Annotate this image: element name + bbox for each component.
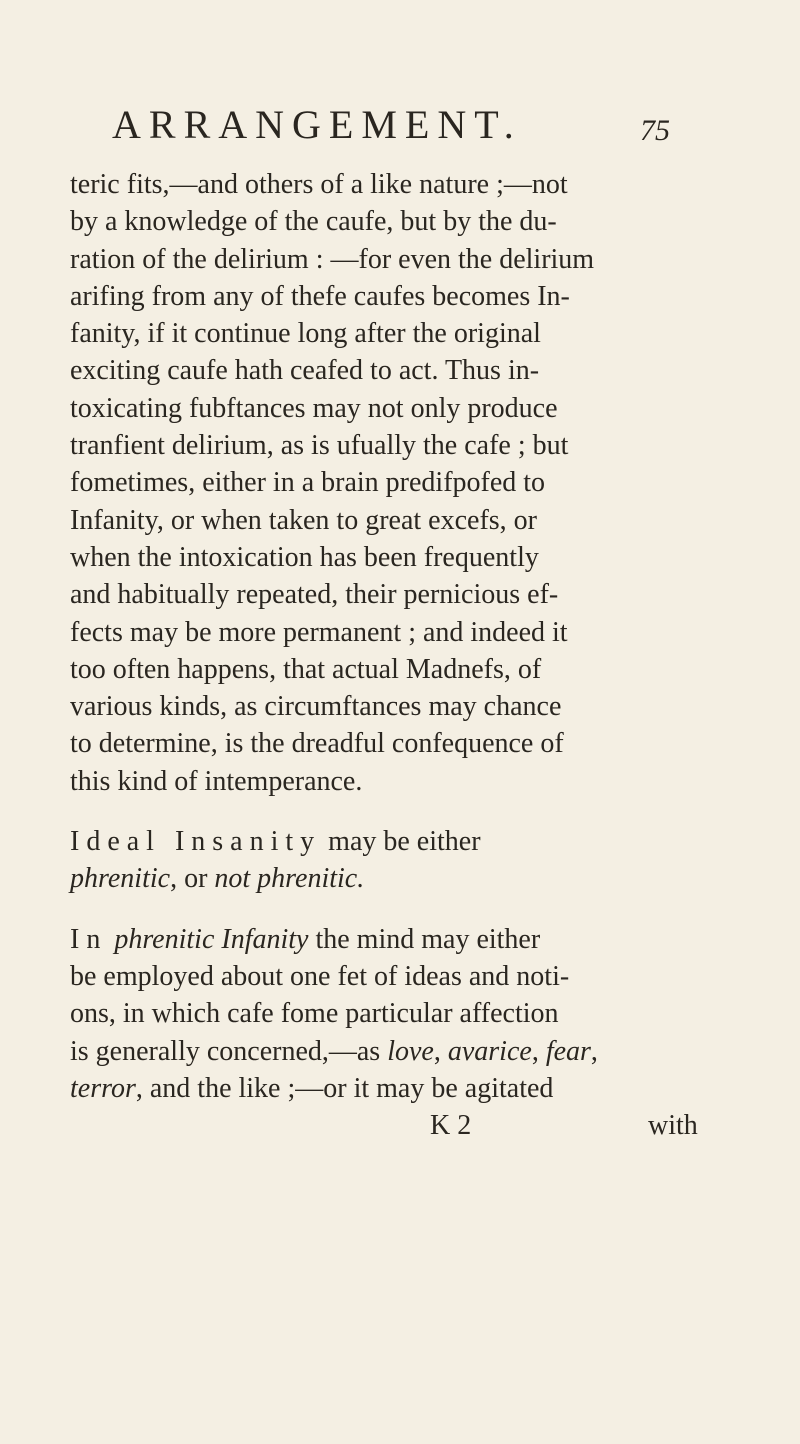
- text-line: ration of the delirium : —for even the delirium: [70, 243, 595, 275]
- text-line: tranfient delirium, as is ufually the cafe ; but: [70, 430, 569, 462]
- text-line: [70, 823, 750, 860]
- page-header: [112, 100, 712, 150]
- term-avarice: avarice: [447, 1035, 532, 1067]
- page-body: [70, 166, 750, 1144]
- text-line: [70, 1070, 750, 1107]
- text-line: this kind of intemperance.: [70, 765, 363, 797]
- text-line: be employed about one fet of ideas and noti-: [70, 960, 570, 992]
- text-run: , or: [170, 863, 215, 895]
- text-line: arifing from any of thefe caufes becomes In-: [70, 280, 570, 312]
- text-line: fanity, if it continue long after the original: [70, 318, 541, 350]
- text-run: the mind may either: [315, 923, 541, 955]
- text-line: [70, 860, 750, 897]
- text-run: , and the like ;—or it may be agitated: [135, 1072, 554, 1104]
- text-line: Infanity, or when taken to great excefs, or: [70, 504, 537, 536]
- text-run: is generally concerned,—as: [70, 1035, 388, 1067]
- text-line: fects may be more permanent ; and indeed it: [70, 616, 568, 648]
- lead-word: In: [70, 923, 108, 955]
- text-line: various kinds, as circumftances may chance: [70, 691, 562, 723]
- paragraph-gap: [70, 898, 750, 921]
- text-line: [70, 921, 750, 958]
- term-love: love: [387, 1035, 434, 1067]
- text-line: by a knowledge of the caufe, but by the du-: [70, 206, 557, 238]
- signature-mark: K 2: [430, 1110, 472, 1142]
- term-terror: terror: [70, 1072, 136, 1104]
- term-fear: fear: [545, 1035, 591, 1067]
- catchword: with: [648, 1110, 698, 1142]
- text-line: to determine, is the dreadful confequence of: [70, 728, 564, 760]
- paragraph-ideal-insanity: [70, 823, 750, 898]
- text-line: and habitually repeated, their pernicious ef-: [70, 579, 559, 611]
- text-line: fometimes, either in a brain predifpofed to: [70, 467, 546, 499]
- page-footer: [70, 1107, 750, 1144]
- section-heading: Ideal Insanity: [70, 826, 322, 858]
- text-line: toxicating fubftances may not only produce: [70, 392, 558, 424]
- paragraph-gap: [70, 800, 750, 823]
- text-line: ons, in which cafe fome particular affection: [70, 998, 559, 1030]
- running-title: ARRANGEMENT.: [112, 102, 522, 147]
- term-not-phrenitic: not phrenitic.: [214, 863, 365, 895]
- text-line: when the intoxication has been frequently: [70, 541, 539, 573]
- text-line: too often happens, that actual Madnefs, of: [70, 653, 542, 685]
- paragraph-intemperance: [70, 166, 750, 800]
- text-line: exciting caufe hath ceafed to act. Thus in-: [70, 355, 540, 387]
- paragraph-phrenitic-insanity: [70, 921, 750, 1107]
- term-phrenitic: phrenitic: [70, 863, 171, 895]
- page-number: 75: [640, 114, 670, 147]
- text-line: teric fits,—and others of a like nature ;—not: [70, 169, 568, 200]
- text-run: may be either: [328, 826, 481, 858]
- text-line: is generally concerned,—as love, avarice, fear,: [70, 1035, 598, 1067]
- term-phrenitic-insanity: phrenitic Infanity: [114, 923, 309, 955]
